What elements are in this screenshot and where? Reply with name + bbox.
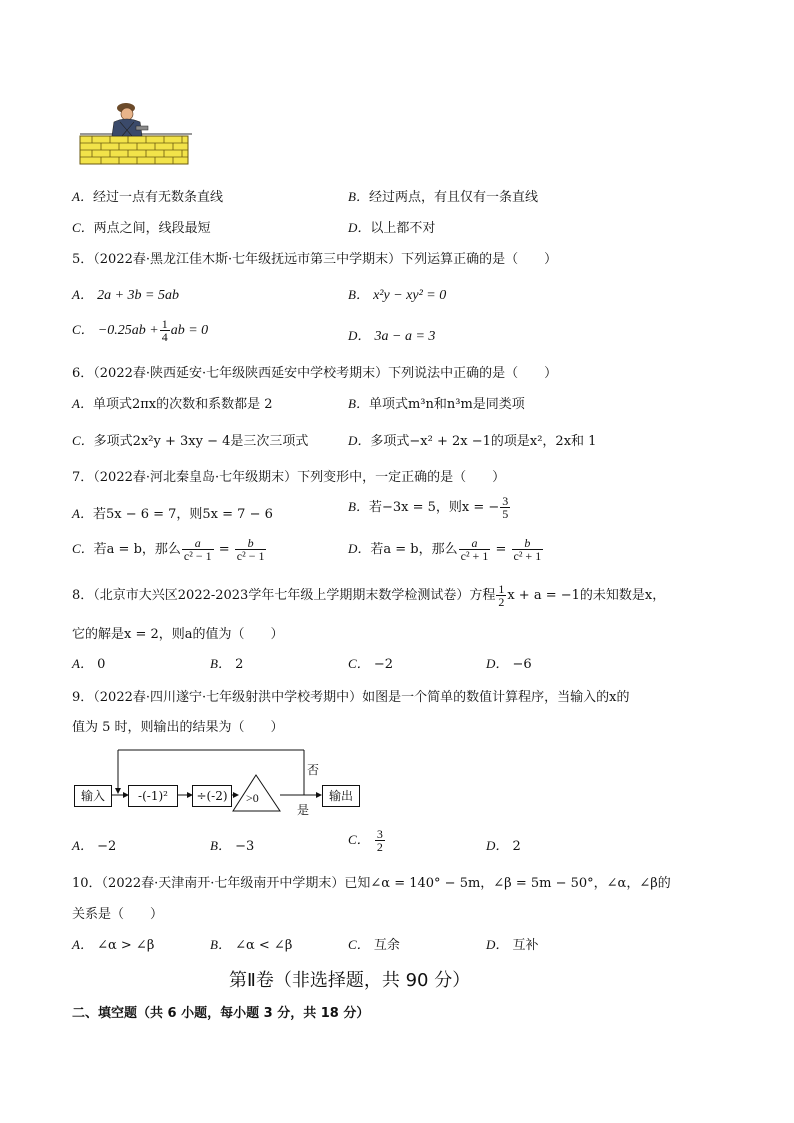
q4-option-b: B．经过两点，有且仅有一条直线 [348,189,538,205]
q7-c-fraction-right: $\frac{b}{\text{c² − 1}}$ [236,536,265,563]
q7-d-fraction-left: $\frac{a}{\text{c² + 1}}$ [460,536,489,563]
q9-option-b: B． −3 [210,838,255,854]
q9-stem-line2: 值为 5 时，则输出的结果为（ ） [72,720,284,735]
q8-fraction: $\frac{1}{2}$ [498,582,505,609]
q10-option-d: D． 互补 [486,937,539,953]
q7-b-fraction: $\frac{3}{5}$ [502,494,509,521]
q7-option-c: C．若a = b，那么 $\frac{a}{\text{c² − 1}}$ = $\frac{b}{\text{c² − 1}}$ [72,536,265,563]
q4-option-c: C．两点之间，线段最短 [72,220,211,236]
q6-option-b: B．单项式m³n和n³m是同类项 [348,396,525,412]
q7-option-b: B．若−3x = 5，则x = − $\frac{3}{5}$ [348,494,509,521]
flow-input-box: 输入 [74,785,112,807]
q5-option-c: C． −0.25ab + $\frac{1}{4}$ ab = 0 [72,317,209,344]
q5-c-fraction: $\frac{1}{4}$ [161,317,168,344]
q7-c-fraction-left: $\frac{a}{\text{c² − 1}}$ [183,536,212,563]
q8-stem: 8．（北京市大兴区2022-2023学年七年级上学期期末数学检测试卷）方程 $\frac{1}{2}$ x + a = −1的未知数是x， [72,582,666,609]
q9-option-d: D． 2 [486,838,521,854]
q9-flowchart [70,745,370,820]
section-title: 第Ⅱ卷（非选择题，共 90 分） [229,970,471,991]
q6-option-a: A．单项式2πx的次数和系数都是 2 [72,396,273,412]
q7-option-d: D．若a = b，那么 $\frac{a}{\text{c² + 1}}$ = $\frac{b}{\text{c² + 1}}$ [348,536,542,563]
flow-step2-box: ÷(-2) [192,785,232,807]
q6-stem: 6．（2022春·陕西延安·七年级陕西延安中学校考期末）下列说法中正确的是（ ） [72,366,558,381]
q8-stem-line2: 它的解是x = 2，则a的值为（ ） [72,627,284,642]
q9-c-fraction: $\frac{3}{2}$ [376,827,383,854]
q5-option-b: B． x²y − xy² = 0 [348,287,447,303]
q10-stem-line2: 关系是（ ） [72,907,164,922]
q7-option-a: A．若5x − 6 = 7，则5x = 7 − 6 [72,506,273,522]
q5-stem: 5．（2022春·黑龙江佳木斯·七年级抚远市第三中学期末）下列运算正确的是（ ） [72,252,558,267]
q10-stem-line1: 10．（2022春·天津南开·七年级南开中学期末）已知∠α = 140° − 5m，∠β = 5m − 50°，∠α，∠β的 [72,876,671,891]
q9-option-a: A． −2 [72,838,117,854]
q8-option-a: A． 0 [72,656,106,672]
q10-option-a: A． ∠α > ∠β [72,937,155,953]
q10-option-b: B． ∠α < ∠β [210,937,293,953]
q4-option-d: D．以上都不对 [348,220,436,236]
q6-option-c: C．多项式2x²y + 3xy − 4是三次三项式 [72,433,309,449]
q7-stem: 7．（2022春·河北秦皇岛·七年级期末）下列变形中，一定正确的是（ ） [72,470,506,485]
q8-option-c: C． −2 [348,656,393,672]
q5-option-d: D． 3a − a = 3 [348,328,436,344]
q9-option-c: C． $\frac{3}{2}$ [348,827,383,854]
flow-yes-label: 是 [297,803,310,817]
bricklayer-illustration [76,100,196,170]
part2-heading: 二、填空题（共 6 小题，每小题 3 分，共 18 分） [72,1006,370,1021]
q10-option-c: C． 互余 [348,937,400,953]
q8-option-b: B． 2 [210,656,244,672]
q7-d-fraction-right: $\frac{b}{\text{c² + 1}}$ [513,536,542,563]
q9-stem-line1: 9．（2022春·四川遂宁·七年级射洪中学校考期中）如图是一个简单的数值计算程序，当输入的x的 [72,690,630,705]
q8-option-d: D． −6 [486,656,532,672]
flow-condition: >0 [246,791,259,805]
q5-option-a: A． 2a + 3b = 5ab [72,287,179,303]
flow-no-label: 否 [307,763,320,777]
q4-option-a: A．经过一点有无数条直线 [72,189,223,205]
q6-option-d: D．多项式−x² + 2x −1的项是x²，2x和 1 [348,433,597,449]
flow-output-box: 输出 [322,785,360,807]
flow-step1-box: -(-1)² [128,785,178,807]
